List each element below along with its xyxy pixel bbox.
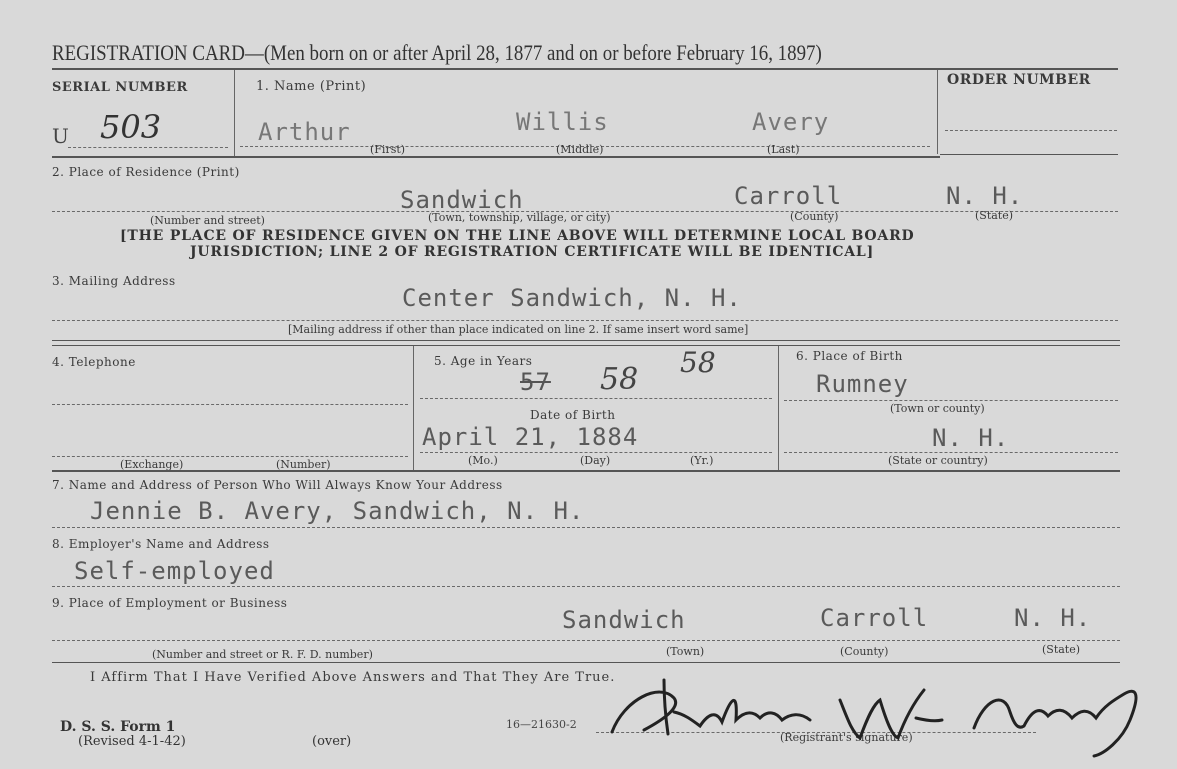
residence-street-caption: (Number and street) [150,214,265,227]
contact-value: Jennie B. Avery, Sandwich, N. H. [90,497,585,525]
affirmation-text: I Affirm That I Have Verified Above Answers and That They Are True. [90,670,616,685]
order-label: ORDER NUMBER [947,72,1091,88]
employment-street-caption: (Number and street or R. F. D. number) [152,648,373,661]
serial-label: SERIAL NUMBER [52,80,188,95]
contact-line [52,527,1120,528]
age-label: 5. Age in Years [434,354,533,368]
first-name: Arthur [258,118,351,146]
registrant-signature [604,660,1164,760]
middle-caption: (Middle) [556,143,604,156]
residence-label: 2. Place of Residence (Print) [52,165,240,179]
residence-county: Carroll [734,182,843,210]
form-code: 16—21630-2 [506,718,577,731]
birthplace-label: 6. Place of Birth [796,349,903,363]
employment-state-caption: (State) [1042,643,1081,656]
birthplace-state: N. H. [932,424,1010,452]
residence-state-caption: (State) [975,209,1014,222]
employment-county-caption: (County) [840,645,889,658]
mailing-label: 3. Mailing Address [52,274,176,288]
divider [937,70,938,154]
serial-prefix: U [52,124,69,148]
telephone-line-2 [52,456,408,457]
card-title [52,40,822,66]
residence-notice-2: JURISDICTION; LINE 2 OF REGISTRATION CERTIFICATE WILL BE IDENTICAL] [190,244,874,260]
form-revised: (Revised 4-1-42) [78,734,186,749]
telephone-label: 4. Telephone [52,355,136,369]
birthplace-town: Rumney [816,370,909,398]
last-name: Avery [752,108,830,136]
number-caption: (Number) [276,458,331,471]
age-handwritten-1: 58 [600,362,639,397]
middle-name: Willis [516,108,609,136]
birthplace-line-2 [784,452,1118,453]
age-handwritten-2: 58 [680,346,716,379]
age-typed: 57 [520,368,551,396]
employment-state: N. H. [1014,604,1092,632]
order-line [945,130,1117,131]
employment-town: Sandwich [562,606,686,634]
mailing-caption: [Mailing address if other than place indicated on line 2. If same insert word same] [288,323,749,336]
row3-rule-b [52,345,1120,346]
age-line [420,398,772,399]
birthplace-line-1 [784,400,1118,401]
employment-county: Carroll [820,604,929,632]
top-rule [52,68,1118,70]
signature-drawing [604,660,1164,760]
dob-label: Date of Birth [530,408,616,422]
title-text: REGISTRATION CARD [52,40,245,65]
employment-line [52,640,1120,641]
row1-rule [52,156,940,158]
signature-caption: (Registrant's signature) [780,731,913,744]
dob-mo-caption: (Mo.) [468,454,498,467]
employer-line [52,586,1120,587]
birthplace-town-caption: (Town or county) [890,402,985,415]
residence-town: Sandwich [400,186,524,214]
dob-value: April 21, 1884 [422,423,639,451]
telephone-line-1 [52,404,408,405]
residence-state: N. H. [946,182,1024,210]
mailing-line [52,320,1118,321]
dob-yr-caption: (Yr.) [690,454,714,467]
residence-county-caption: (County) [790,210,839,223]
dob-line [420,452,772,453]
first-caption: (First) [370,143,406,156]
exchange-caption: (Exchange) [120,458,184,471]
dob-day-caption: (Day) [580,454,611,467]
serial-line [68,147,228,148]
order-bottom [940,154,1118,155]
serial-value: 503 [100,108,162,146]
mailing-value: Center Sandwich, N. H. [402,284,742,312]
divider [413,346,414,470]
last-caption: (Last) [767,143,800,156]
employment-label: 9. Place of Employment or Business [52,596,288,610]
employment-town-caption: (Town) [666,645,705,658]
contact-label: 7. Name and Address of Person Who Will Always Know Your Address [52,478,503,492]
residence-town-caption: (Town, township, village, or city) [428,211,611,224]
name-label: 1. Name (Print) [256,79,367,94]
title-subtitle: —(Men born on or after April 28, 1877 and on or before February 16, 1897) [244,40,822,65]
residence-notice-1: [THE PLACE OF RESIDENCE GIVEN ON THE LINE ABOVE WILL DETERMINE LOCAL BOARD [120,228,915,244]
row5-rule [52,470,1120,472]
employer-label: 8. Employer's Name and Address [52,537,270,551]
divider [778,346,779,470]
divider [234,70,235,156]
form-number: D. S. S. Form 1 [60,719,176,735]
employer-value: Self-employed [74,557,275,585]
row3-rule-a [52,340,1120,341]
birthplace-state-caption: (State or country) [888,454,988,467]
over-text: (over) [312,734,352,749]
